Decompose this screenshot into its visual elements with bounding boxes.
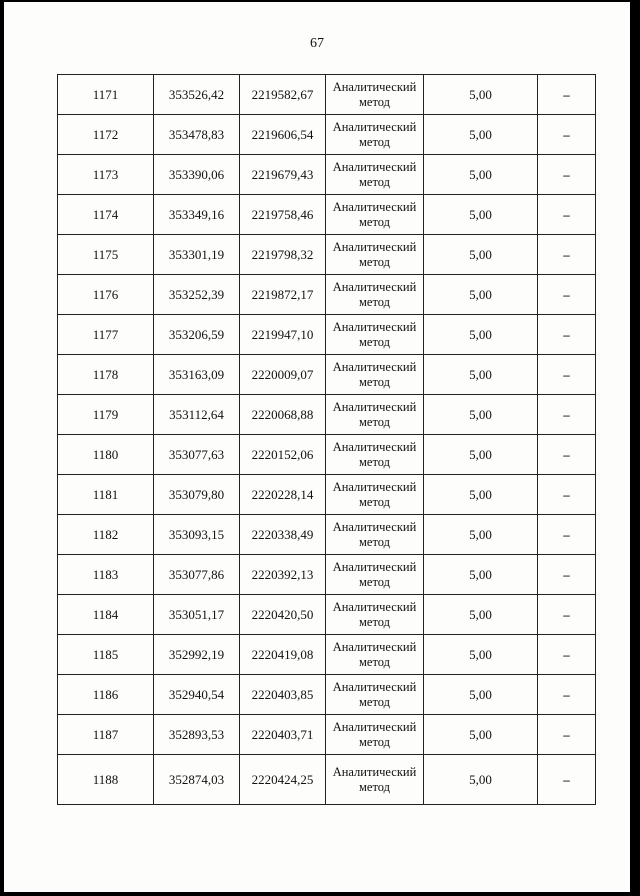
table-row (58, 355, 596, 395)
y-coordinate-cell: 2219947,10 (240, 315, 326, 355)
point-number-cell: 1186 (58, 675, 154, 715)
note-cell: – (538, 715, 596, 755)
x-coordinate-cell: 353112,64 (154, 395, 240, 435)
method-cell (326, 355, 424, 395)
table-row (58, 595, 596, 635)
x-coordinate-cell: 353526,42 (154, 75, 240, 115)
method-line: метод (358, 779, 390, 794)
note-cell: – (538, 595, 596, 635)
point-number-cell: 1184 (58, 595, 154, 635)
table-row (58, 195, 596, 235)
point-number-cell: 1180 (58, 435, 154, 475)
x-coordinate-cell: 353077,86 (154, 555, 240, 595)
x-coordinate-cell: 353252,39 (154, 275, 240, 315)
method-cell (326, 75, 424, 115)
x-coordinate-cell: 352874,03 (154, 755, 240, 805)
accuracy-cell: 5,00 (424, 755, 538, 805)
method-cell (326, 235, 424, 275)
method-line: Аналитический (332, 319, 417, 334)
method-cell (326, 315, 424, 355)
method-line: метод (358, 614, 390, 629)
y-coordinate-cell: 2220403,71 (240, 715, 326, 755)
point-number-cell: 1176 (58, 275, 154, 315)
note-cell: – (538, 435, 596, 475)
method-line: метод (358, 454, 390, 469)
x-coordinate-cell: 353478,83 (154, 115, 240, 155)
method-line: метод (358, 694, 390, 709)
method-line: метод (358, 414, 390, 429)
table-row (58, 555, 596, 595)
accuracy-cell: 5,00 (424, 635, 538, 675)
accuracy-cell: 5,00 (424, 675, 538, 715)
y-coordinate-cell: 2220403,85 (240, 675, 326, 715)
method-cell (326, 435, 424, 475)
page-number: 67 (310, 36, 324, 51)
method-line: Аналитический (332, 764, 417, 779)
method-line: Аналитический (332, 119, 417, 134)
x-coordinate-cell: 353301,19 (154, 235, 240, 275)
note-cell: – (538, 355, 596, 395)
table-row (58, 75, 596, 115)
accuracy-cell: 5,00 (424, 155, 538, 195)
note-cell: – (538, 555, 596, 595)
table-row (58, 515, 596, 555)
method-line: метод (358, 494, 390, 509)
y-coordinate-cell: 2219798,32 (240, 235, 326, 275)
accuracy-cell: 5,00 (424, 195, 538, 235)
method-cell (326, 595, 424, 635)
method-line: метод (358, 534, 390, 549)
table-row (58, 635, 596, 675)
method-cell (326, 115, 424, 155)
point-number-cell: 1175 (58, 235, 154, 275)
accuracy-cell: 5,00 (424, 75, 538, 115)
method-cell (326, 155, 424, 195)
y-coordinate-cell: 2220228,14 (240, 475, 326, 515)
method-line: Аналитический (332, 679, 417, 694)
accuracy-cell: 5,00 (424, 435, 538, 475)
method-line: Аналитический (332, 719, 417, 734)
method-line: Аналитический (332, 399, 417, 414)
table-row (58, 155, 596, 195)
accuracy-cell: 5,00 (424, 275, 538, 315)
table-row (58, 275, 596, 315)
note-cell: – (538, 475, 596, 515)
x-coordinate-cell: 352893,53 (154, 715, 240, 755)
note-cell: – (538, 755, 596, 805)
accuracy-cell: 5,00 (424, 355, 538, 395)
y-coordinate-cell: 2219758,46 (240, 195, 326, 235)
method-cell (326, 635, 424, 675)
method-cell (326, 555, 424, 595)
note-cell: – (538, 395, 596, 435)
method-line: Аналитический (332, 559, 417, 574)
method-line: Аналитический (332, 639, 417, 654)
note-cell: – (538, 315, 596, 355)
y-coordinate-cell: 2219679,43 (240, 155, 326, 195)
accuracy-cell: 5,00 (424, 115, 538, 155)
x-coordinate-cell: 353077,63 (154, 435, 240, 475)
note-cell: – (538, 515, 596, 555)
method-line: метод (358, 734, 390, 749)
table-row (58, 475, 596, 515)
y-coordinate-cell: 2219872,17 (240, 275, 326, 315)
method-line: Аналитический (332, 279, 417, 294)
point-number-cell: 1182 (58, 515, 154, 555)
point-number-cell: 1183 (58, 555, 154, 595)
accuracy-cell: 5,00 (424, 595, 538, 635)
table-row (58, 675, 596, 715)
x-coordinate-cell: 352940,54 (154, 675, 240, 715)
table-row (58, 115, 596, 155)
y-coordinate-cell: 2219582,67 (240, 75, 326, 115)
point-number-cell: 1171 (58, 75, 154, 115)
note-cell: – (538, 155, 596, 195)
note-cell: – (538, 115, 596, 155)
accuracy-cell: 5,00 (424, 475, 538, 515)
method-line: Аналитический (332, 599, 417, 614)
method-line: метод (358, 174, 390, 189)
method-line: Аналитический (332, 519, 417, 534)
y-coordinate-cell: 2220009,07 (240, 355, 326, 395)
point-number-cell: 1187 (58, 715, 154, 755)
point-number-cell: 1178 (58, 355, 154, 395)
method-line: Аналитический (332, 79, 417, 94)
note-cell: – (538, 635, 596, 675)
x-coordinate-cell: 353051,17 (154, 595, 240, 635)
method-line: метод (358, 94, 390, 109)
y-coordinate-cell: 2220338,49 (240, 515, 326, 555)
x-coordinate-cell: 353206,59 (154, 315, 240, 355)
method-line: Аналитический (332, 199, 417, 214)
table-row (58, 395, 596, 435)
method-line: метод (358, 574, 390, 589)
x-coordinate-cell: 353079,80 (154, 475, 240, 515)
table-row (58, 755, 596, 805)
point-number-cell: 1181 (58, 475, 154, 515)
y-coordinate-cell: 2220424,25 (240, 755, 326, 805)
accuracy-cell: 5,00 (424, 555, 538, 595)
accuracy-cell: 5,00 (424, 395, 538, 435)
method-cell (326, 755, 424, 805)
method-line: метод (358, 654, 390, 669)
method-cell (326, 395, 424, 435)
point-number-cell: 1185 (58, 635, 154, 675)
table-row (58, 435, 596, 475)
method-line: Аналитический (332, 159, 417, 174)
method-line: Аналитический (332, 359, 417, 374)
method-cell (326, 715, 424, 755)
x-coordinate-cell: 353349,16 (154, 195, 240, 235)
y-coordinate-cell: 2220392,13 (240, 555, 326, 595)
method-line: метод (358, 254, 390, 269)
method-line: Аналитический (332, 479, 417, 494)
accuracy-cell: 5,00 (424, 715, 538, 755)
x-coordinate-cell: 353093,15 (154, 515, 240, 555)
y-coordinate-cell: 2220068,88 (240, 395, 326, 435)
document-page (4, 2, 630, 892)
table-row (58, 235, 596, 275)
y-coordinate-cell: 2220420,50 (240, 595, 326, 635)
y-coordinate-cell: 2219606,54 (240, 115, 326, 155)
method-line: метод (358, 374, 390, 389)
method-line: метод (358, 294, 390, 309)
note-cell: – (538, 275, 596, 315)
method-line: Аналитический (332, 439, 417, 454)
method-cell (326, 195, 424, 235)
method-cell (326, 475, 424, 515)
x-coordinate-cell: 353390,06 (154, 155, 240, 195)
method-cell (326, 275, 424, 315)
note-cell: – (538, 675, 596, 715)
note-cell: – (538, 75, 596, 115)
y-coordinate-cell: 2220152,06 (240, 435, 326, 475)
accuracy-cell: 5,00 (424, 315, 538, 355)
method-line: метод (358, 134, 390, 149)
point-number-cell: 1172 (58, 115, 154, 155)
coordinates-table (57, 74, 596, 805)
method-cell (326, 675, 424, 715)
point-number-cell: 1188 (58, 755, 154, 805)
x-coordinate-cell: 352992,19 (154, 635, 240, 675)
note-cell: – (538, 195, 596, 235)
point-number-cell: 1173 (58, 155, 154, 195)
method-cell (326, 515, 424, 555)
note-cell: – (538, 235, 596, 275)
x-coordinate-cell: 353163,09 (154, 355, 240, 395)
table-row (58, 315, 596, 355)
table-row (58, 715, 596, 755)
method-line: метод (358, 214, 390, 229)
accuracy-cell: 5,00 (424, 235, 538, 275)
method-line: метод (358, 334, 390, 349)
y-coordinate-cell: 2220419,08 (240, 635, 326, 675)
point-number-cell: 1174 (58, 195, 154, 235)
method-line: Аналитический (332, 239, 417, 254)
point-number-cell: 1179 (58, 395, 154, 435)
accuracy-cell: 5,00 (424, 515, 538, 555)
point-number-cell: 1177 (58, 315, 154, 355)
